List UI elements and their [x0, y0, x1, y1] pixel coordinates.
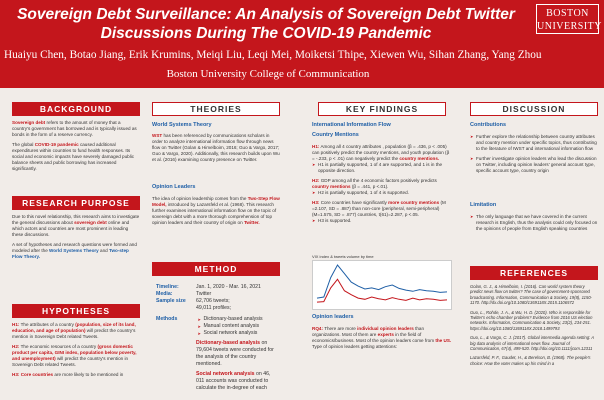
limitation-text: ➤ The only language that we have covered in the current research is English, thus the analysis could only focused on the opinions of people from English speaking countries	[470, 214, 598, 236]
university-logo: BOSTON UNIVERSITY	[536, 4, 599, 34]
references-heading: REFERENCES	[470, 266, 598, 280]
findings-sub-country: Country Mentions	[312, 132, 359, 138]
findings-sub-iif: International Information Flow	[312, 122, 391, 128]
findings-text: H1: Among all 4 country attributes , population (β = .436, p < .005) can positively predict the country mentions, and youth population (β = -.233, p < .01) can negatively predict the country mentions. ➤ H1 is partially supported, 1 of 4 are supported, and 1 is in the opposite direction. H2: GDP among all the 4 economic factors positively predicts country mentions (β = .441, p <.01). ➤ H2 is partially supported, 1 of 4 is supported. H3: Core countries have significantly more country mentions (M =2.107, SD = .887) than non-core (peripheral, semi-peripheral) (M=1.575, SD = .877) countries, t(61)=2.287, p <.05. ➤ H3 is supported.	[312, 144, 452, 228]
chart-caption: VIX index & tweets volume by time	[312, 254, 374, 259]
discussion-sub-contrib: Contributions	[470, 122, 507, 128]
theories-subheading-opinion: Opinion Leaders	[152, 184, 196, 190]
affiliation: Boston University College of Communication	[166, 68, 370, 80]
findings-sub-opinion: Opinion leaders	[312, 314, 354, 320]
vix-tweets-chart	[312, 260, 452, 310]
opinion-leaders-text: The idea of opinion leadership comes from the Two-Step Flow Model, introduced by Lazarsfeld et al. (1968). This research further examines international information flow on the topic of sovereign debt with a more thorough comprehension of top opinion leaders and their country of origin on Twitter.	[152, 196, 280, 225]
wst-text: WST has been referenced by communications scholars in order to analyze international information flow through news flow on Twitter (Golan & Himelboim, 2016; Guo & Vargo, 2017; Guo & Vargo, 2020). Additionally, this research builds upon Wu et al. (2016) examining country presence on Twitter.	[152, 133, 280, 162]
discussion-sub-limit: Limitation	[470, 202, 497, 208]
hypotheses-text: H1: The attributes of a country (population, size of its land, education, and age of population) will predict the country's mention in Sovereign Debt related Tweets. H2: The economic resources of a country (gross domestic product per capita, GINI index, population below poverty, and unemployment) will predict the country's mention in Sovereign Debt related Tweets. H3: Core countries are more likely to be mentioned in	[12, 322, 137, 377]
method-heading: METHOD	[152, 262, 280, 276]
hypotheses-heading: HYPOTHESES	[12, 304, 140, 318]
poster-title: Sovereign Debt Surveillance: An Analysis of Sovereign Debt Twitter Discussions During The COVID-19 Pandemic	[17, 6, 515, 42]
key-findings-heading: KEY FINDINGS	[318, 102, 446, 116]
theories-subheading-wst: World Systems Theory	[152, 122, 212, 128]
method-details: Timeline: Jan. 1, 2020 - Mar. 16, 2021 Media: Twitter Sample size 62,706 tweets; 49,011 profiles; Methods ➤ Dictionary-based analysis ➤ Manual content analysis ➤ Social network analysis Dictionary-based analysis on 79,604 tweets were conducted for the analysis of the country mentioned. Social network analysis on 46, 011 accounts was conducted to calculate the in-degree of each	[156, 284, 280, 392]
background-text: Sovereign debt refers to the amount of money that a country's government has borrowed and is typically issued as bonds in the form of a reserve currency. The global COVID-19 pandemic caused additional expenditures within countries to fund health responses. Its social and economic impacts have severely damaged public balance sheets and public borrowing has increased significantly.	[12, 120, 137, 171]
research-purpose-text: Due to this novel relationship, this research aims to investigate the general discussions about sovereign debt online and which actors and countries are most prominent in leading these discussions. A set of hypotheses and research questions were formed and modeled after the World Systems Theory and Two-step Flow Theory.	[12, 214, 140, 259]
discussion-heading: DISCUSSION	[470, 102, 598, 116]
references-list: Golan, G. J., & Himelboim, I. (2016). Can world system theory predict news flow on twitter? The case of government-sponsored broadcasting. Information, Communication & Society, 19(8), 1150-1170. http://dx.doi.org/10.1080/1369118X.2015.1106572 Guo, L., Rohde, J. A., & Wu, H. D. (2020). Who is responsible for Twitter's echo chamber problem? Evidence from 2016 US election networks. Information, Communication & Society, 23(2), 234-251. https://doi.org/10.1080/1369118X.2018.1499793 Guo, L., & Vargo, C. J. (2017). Global intermedia agenda setting: A big data analysis of international news flow. Journal of Communication, 67(4), 499-520. http://doi.org/10.1111/jcom.12311 Lazarsfeld, P. F., Gaudet, H., & Berelson, B. (1968). The people's choice: How the voter makes up his mind in a	[470, 284, 594, 366]
author-list: Huaiyu Chen, Botao Jiang, Erik Krumins, Meiqi Liu, Leqi Mei, Moiketsi Thipe, Xiewen Wu, Sihan Zhang, Yang Zhou	[4, 49, 542, 61]
research-purpose-heading: RESEARCH PURPOSE	[12, 196, 140, 210]
background-heading: BACKGROUND	[12, 102, 140, 116]
theories-heading: THEORIES	[152, 102, 280, 116]
rq4-text: RQ4: There are more individual opinion leaders than organizations. Most of them are experts in the field of economics/business. Most of the opinion leaders come from the US. Type of opinion leaders getting attentions:	[312, 326, 452, 349]
poster-header	[0, 0, 604, 88]
contributions-text: ➤ Further explore the relationship between country attributes and country mention under specific topics, thus contributing to the literature of IWST and international information flow ➤ Further investigate opinion leaders who lead the discussion on Twitter, including opinion leaders' general account type, specific account type, country origin	[470, 134, 598, 178]
chart-series-line	[317, 265, 447, 298]
